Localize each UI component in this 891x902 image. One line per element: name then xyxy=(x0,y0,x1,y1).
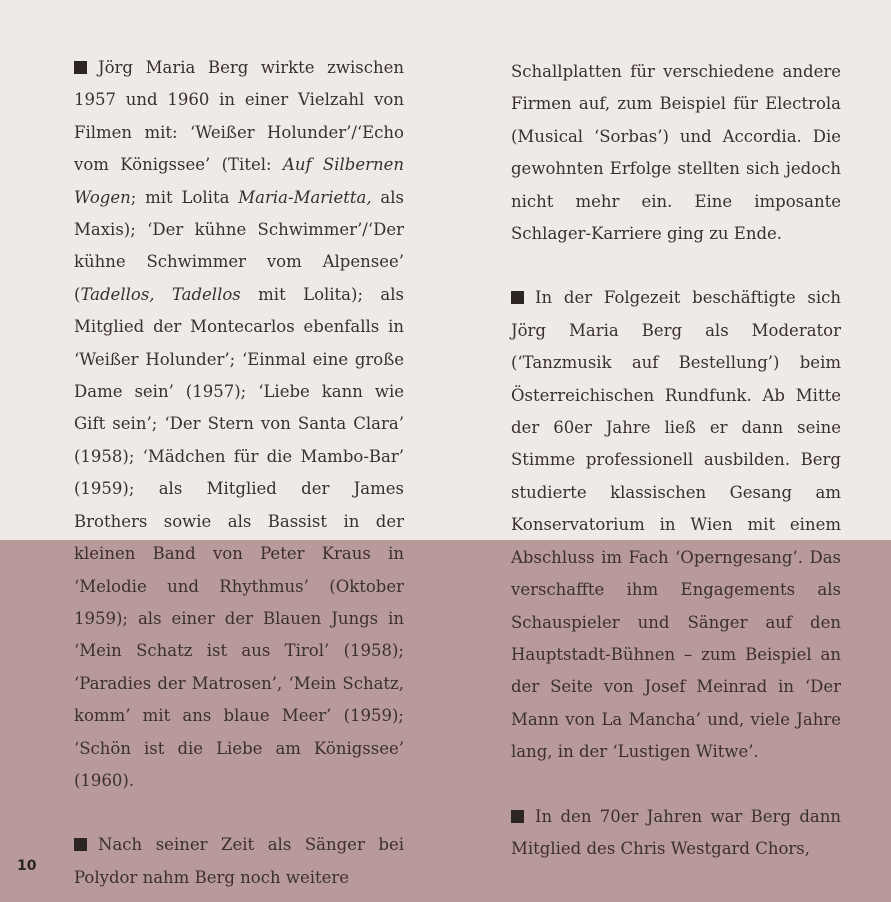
paragraph-filmography: Jörg Maria Berg wirkte zwischen 1957 und 1960 in einer Vielzahl von Filmen mit: ‘Weißer Holunder’/‘Echo vom Königssee’ (Titel: Auf Silbernen Wogen; mit Lolita Maria-Marietta, als Maxis); ‘Der kühne Schwimmer’/‘Der kühne Schwimmer vom Alpensee’ (Tadellos, Tadellos mit Lolita); als Mitglied der Montecarlos ebenfalls in ‘Weißer Holunder’; ‘Einmal eine große Dame sein’ (1957); ‘Liebe kann wie Gift sein’; ‘Der Stern von Santa Clara’ (1958); ‘Mädchen für die Mambo-Bar’ (1959); als Mitglied der James Brothers sowie als Bassist in der kleinen Band von Peter Kraus in ‘Melodie und Rhythmus’ (Oktober 1959); als einer der Blauen Jungs in ‘Mein Schatz ist aus Tirol’ (1958); ‘Paradies der Matrosen’, ‘Mein Schatz, komm’ mit ans blaue Meer’ (1959); ‘Schön ist die Liebe am Königssee’ (1960). xyxy=(74,58,405,790)
bullet-square-icon xyxy=(74,61,87,74)
bullet-square-icon xyxy=(74,838,87,851)
left-column xyxy=(74,52,404,894)
paragraph-schallplatten: Schallplatten für verschiedene andere Firmen auf, zum Beispiel für Electrola (Musical ‘Sorbas’) und Accordia. Die gewohnten Erfolge stellten sich jedoch nicht mehr ein. Eine imposante Schlager-Karriere ging zu Ende. xyxy=(511,62,841,244)
paragraph-polydor: Nach seiner Zeit als Sänger bei Polydor nahm Berg noch weitere xyxy=(74,835,404,887)
paragraph-70er-jahre: In den 70er Jahren war Berg dann Mitglied des Chris Westgard Chors, xyxy=(511,806,841,858)
right-column xyxy=(511,56,841,865)
bullet-square-icon xyxy=(511,810,524,823)
page-number: 10 xyxy=(17,858,37,874)
paragraph-folgezeit: In der Folgezeit beschäftigte sich Jörg Maria Berg als Moderator (‘Tanzmusik auf Bestellung’) beim Österreichischen Rundfunk. Ab Mitte der 60er Jahre ließ er dann seine Stimme professionell ausbilden. Berg studierte klassischen Gesang am Konservatorium in Wien mit einem Abschluss im Fach ‘Operngesang’. Das verschaffte ihm Engagements als Schauspieler und Sänger auf den Hauptstadt-Bühnen – zum Beispiel an der Seite von Josef Meinrad in ‘Der Mann von La Mancha’ und, viele Jahre lang, in der ‘Lustigen Witwe’. xyxy=(511,288,841,762)
bullet-square-icon xyxy=(511,291,524,304)
